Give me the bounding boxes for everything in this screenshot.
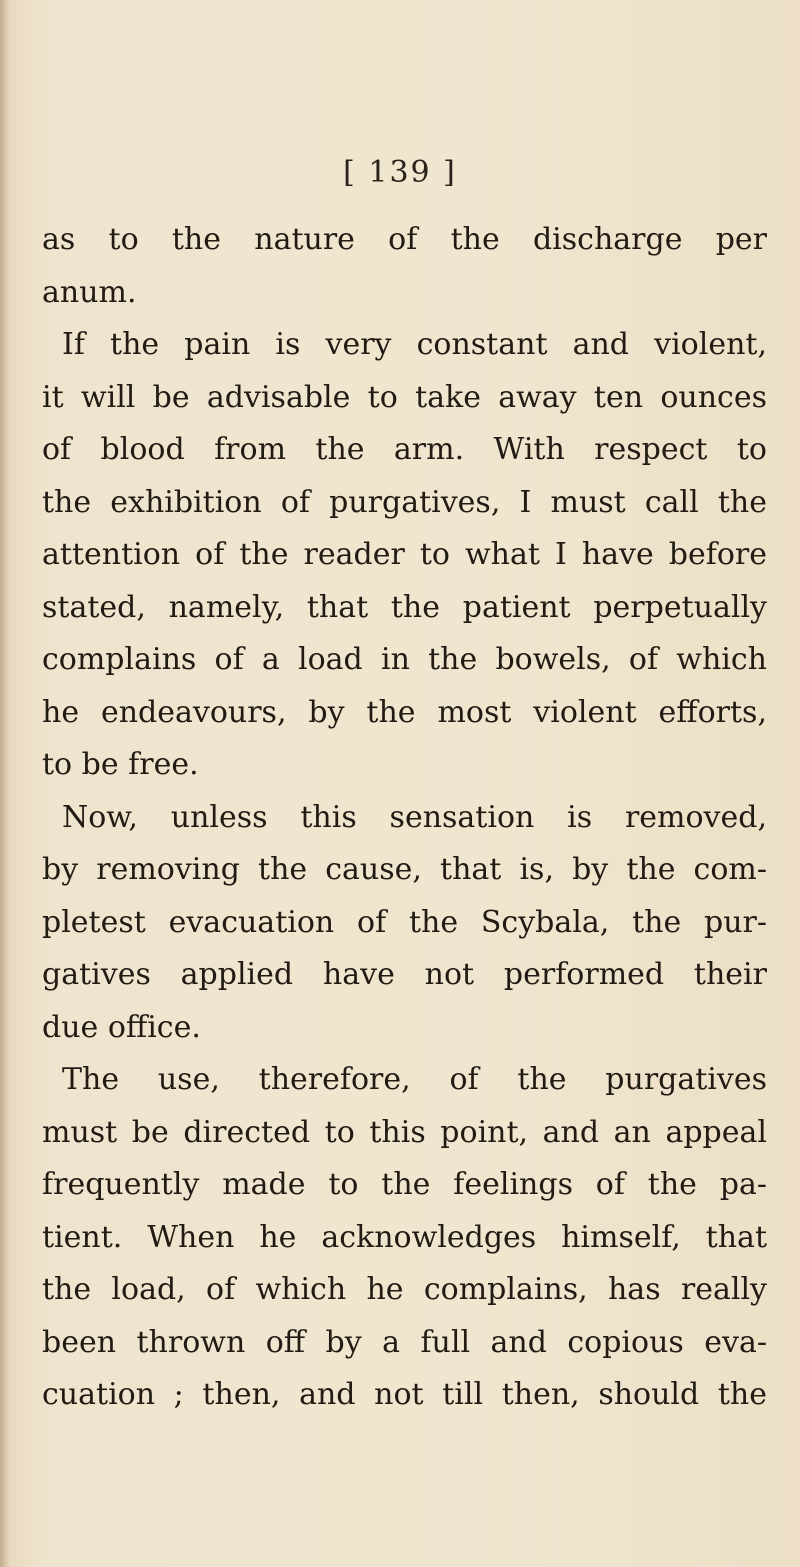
text-line: tient. When he acknowledges himself, that: [42, 1219, 767, 1255]
page-number: [ 139 ]: [343, 155, 457, 190]
text-line: complains of a load in the bowels, of which: [42, 642, 767, 677]
text-line: he endeavours, by the most violent efforts,: [42, 694, 767, 730]
text-line: gatives applied have not performed their: [42, 957, 767, 992]
text-line: frequently made to the feelings of the pa-: [42, 1167, 767, 1202]
text-line: anum.: [42, 274, 137, 310]
text-line: as to the nature of the discharge per: [42, 222, 767, 257]
text-line: it will be advisable to take away ten ounces: [42, 379, 767, 415]
text-line: If the pain is very constant and violent,: [62, 327, 767, 362]
text-line: the load, of which he complains, has really: [42, 1272, 767, 1307]
text-line: of blood from the arm. With respect to: [42, 432, 767, 467]
text-line: by removing the cause, that is, by the com-: [42, 852, 767, 887]
text-line: Now, unless this sensation is removed,: [62, 799, 767, 835]
text-line: must be directed to this point, and an appeal: [42, 1114, 767, 1150]
text-line: pletest evacuation of the Scybala, the pur-: [42, 904, 767, 940]
text-line: to be free.: [42, 747, 199, 782]
text-line: been thrown off by a full and copious eva-: [42, 1324, 767, 1360]
text-line: cuation ; then, and not till then, should the: [42, 1377, 767, 1412]
text-line: stated, namely, that the patient perpetually: [42, 589, 767, 625]
body-text: [42, 214, 800, 1422]
text-line: due office.: [42, 1009, 201, 1045]
text-line: the exhibition of purgatives, I must call the: [42, 484, 767, 520]
text-line: attention of the reader to what I have before: [42, 537, 767, 572]
spine-shadow: [0, 0, 10, 1567]
text-line: The use, therefore, of the purgatives: [62, 1062, 767, 1097]
